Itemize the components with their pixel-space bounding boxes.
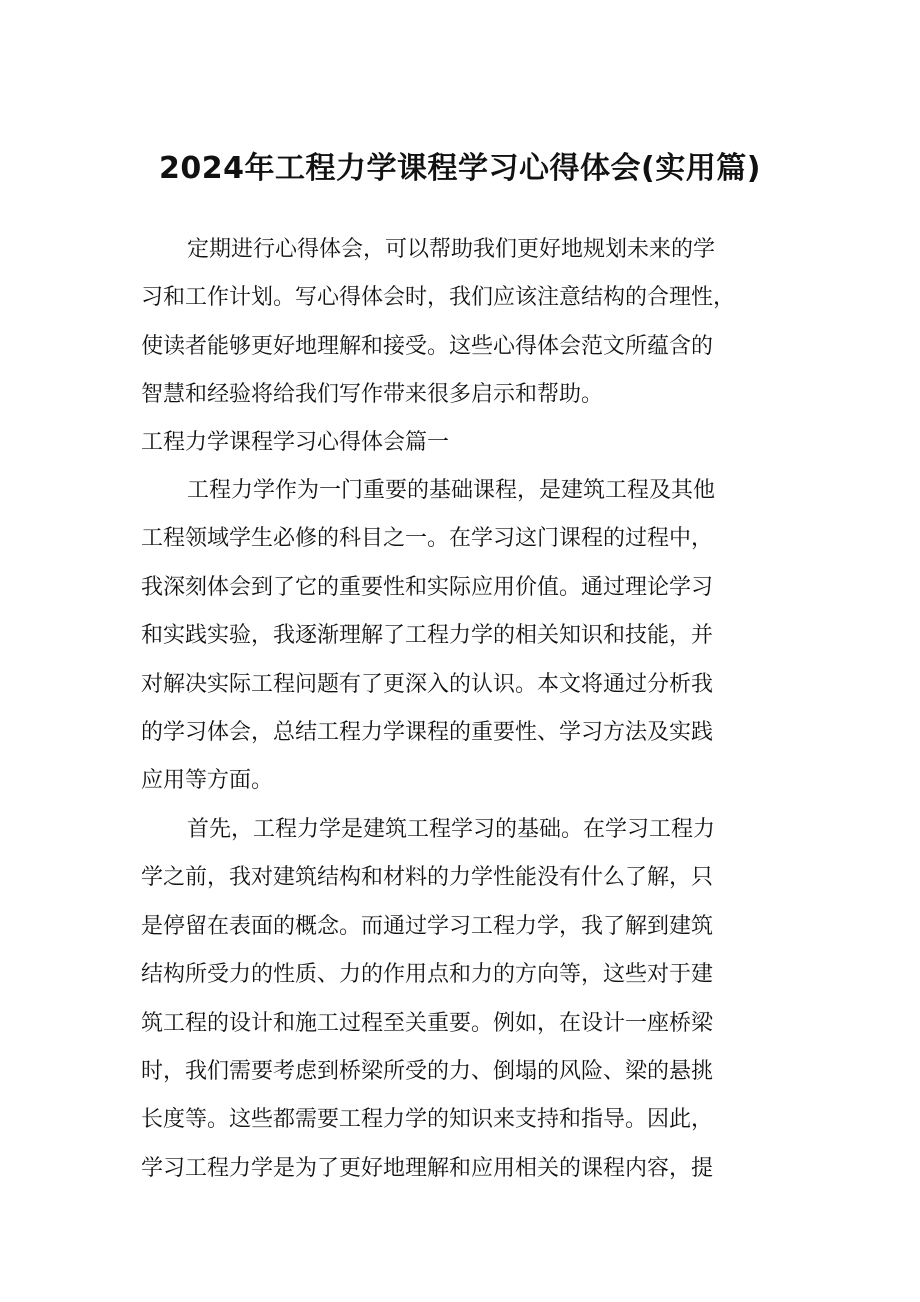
paragraph-1 <box>141 467 781 806</box>
section-heading-text: 工程力学课程学习心得体会篇一 <box>141 430 450 455</box>
section-heading <box>141 419 781 467</box>
text-line: 是停留在表面的概念。而通过学习工程力学，我了解到建筑 <box>141 913 714 939</box>
text-line: 首先，工程力学是建筑工程学习的基础。在学习工程力 <box>187 817 716 842</box>
intro-paragraph <box>141 226 781 420</box>
text-line: 应用等方面。 <box>141 768 274 794</box>
text-line: 时，我们需要考虑到桥梁所受的力、倒塌的风险、梁的悬挑 <box>141 1058 714 1084</box>
text-line: 和实践实验，我逐渐理解了工程力学的相关知识和技能，并 <box>141 623 714 649</box>
text-line: 习和工作计划。写心得体会时，我们应该注意结构的合理性， <box>141 285 736 311</box>
text-line: 筑工程的设计和施工过程至关重要。例如，在设计一座桥梁 <box>141 1010 714 1036</box>
text-line: 使读者能够更好地理解和接受。这些心得体会范文所蕴含的 <box>141 333 714 359</box>
text-line: 工程力学作为一门重要的基础课程，是建筑工程及其他 <box>187 478 716 503</box>
text-line: 对解决实际工程问题有了更深入的认识。本文将通过分析我 <box>141 671 714 697</box>
text-line: 结构所受力的性质、力的作用点和力的方向等，这些对于建 <box>141 962 714 988</box>
text-line: 智慧和经验将给我们写作带来很多启示和帮助。 <box>141 382 604 408</box>
text-line: 的学习体会，总结工程力学课程的重要性、学习方法及实践 <box>141 719 714 745</box>
text-line: 工程领域学生必修的科目之一。在学习这门课程的过程中， <box>141 526 714 552</box>
text-line: 学习工程力学是为了更好地理解和应用相关的课程内容，提 <box>141 1155 714 1181</box>
text-line: 定期进行心得体会，可以帮助我们更好地规划未来的学 <box>187 237 716 262</box>
paragraph-2 <box>141 806 781 1193</box>
text-line: 长度等。这些都需要工程力学的知识来支持和指导。因此， <box>141 1107 714 1133</box>
text-line: 学之前，我对建筑结构和材料的力学性能没有什么了解，只 <box>141 865 714 891</box>
document-title: 2024年工程力学课程学习心得体会(实用篇) <box>159 151 761 186</box>
text-line: 我深刻体会到了它的重要性和实际应用价值。通过理论学习 <box>141 574 714 600</box>
